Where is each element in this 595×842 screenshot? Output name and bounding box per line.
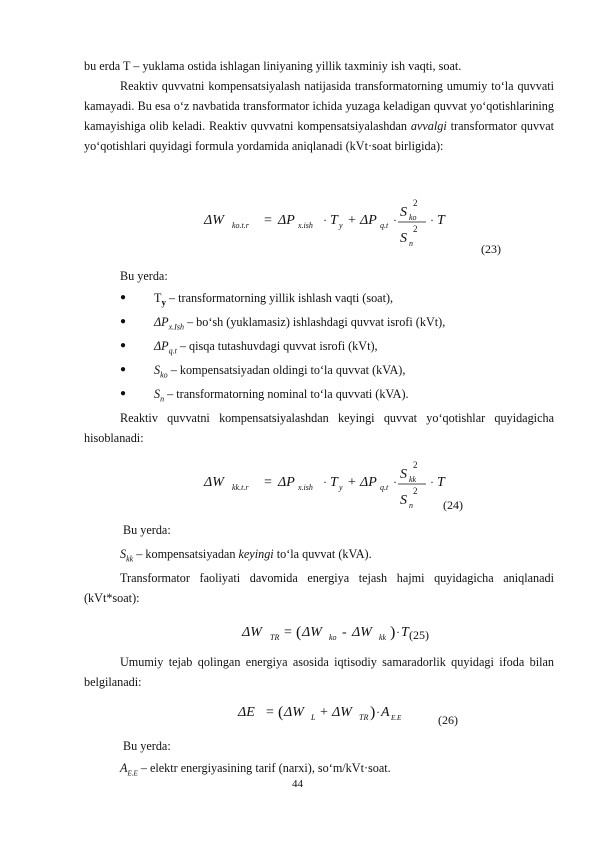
svg-text:ΔW: ΔW [302,625,322,640]
svg-text:+: + [320,705,328,720]
svg-text:E.E: E.E [391,714,402,722]
svg-text:S: S [400,467,407,482]
svg-text:q.t: q.t [380,483,389,492]
svg-text:A: A [381,705,390,720]
svg-text:ko: ko [329,633,337,642]
emphasis-avvalgi: avvalgi [410,119,447,133]
equation-number-25: (25) [409,628,429,642]
svg-text:ΔW: ΔW [242,625,262,640]
equation-26 [236,698,416,726]
paragraph-economic-efficiency: Umumiy tejab qolingan energiya asosida iqtisodiy samaradorlik quyidagi ifoda bilan belgilanadi: [84,655,554,689]
svg-text:ΔE: ΔE [238,705,255,720]
svg-text:ΔP: ΔP [278,475,295,490]
equation-25 [240,618,410,646]
bullet-dot: ● [120,364,127,375]
aee-definition: $A_{E.E}$ – elektr energiyasining tarif (narxi), so‘m/kVt·soat. [120,761,391,778]
svg-text:x.ish: x.ish [298,483,313,492]
svg-text:ko: ko [409,213,417,222]
svg-text:q.t: q.t [380,221,389,230]
svg-text:S: S [400,205,407,220]
svg-text:(: ( [278,704,284,721]
svg-text:kk: kk [379,633,387,642]
svg-text:ΔW: ΔW [352,625,372,640]
equation-24 [196,448,476,518]
svg-text:ΔP: ΔP [278,213,295,228]
svg-text:ΔW: ΔW [204,213,224,228]
document-page: bu erda T – yuklama ostida ishlagan liniyaning yillik taxminiy ish vaqti, soat. Reaktiv quvvatni kompensatsiyalash natijasida transformatorning umumiy to‘la quvvati kamayadi. Bu esa o‘z navbatida transformator ichida yuzaga keladigan quvvat yo‘qotishlarining kamayishiga olib keladi. Reaktiv quvvatni kompensatsiyalashdan avvalgi transformator quvvat yo‘qotishlari quyidagi formula yordamida aniqlanadi (kVt·soat birligida): ΔW ko.t.r = ΔP x.ish · T y + ΔP q.t · S ko 2 S n 2 · T (23) Bu yerda: ● $T_y$ – transformatorning yillik ishlash vaqti (soat), ● $\Delta P_{x.Ish}$ – bo‘sh (yuklamasiz) ishlashdagi quvvat isrofi (kVt), ● $\Delta P_{q.t}$ – qisqa tutashuvdagi quvvat isrofi (kVt), ● $S_{ko}$ – kompensatsiyadan oldingi to‘la quvvat (kVA), ● $S_n$ – transformatorning nominal to‘la quvvati (kVA). Reaktiv quvvatni kompensatsiyalashdan keyingi quvvat yo‘qotishlar quyidagicha hisoblanadi: ΔW kk.t.r = ΔP x.ish · T y + ΔP q.t · S kk 2 S n 2 · T (24) Bu yerda: $S_{kk}$ – kompensatsiyadan keyingi to‘la quvvat (kVA). Transformator faoliyati davomida energiya tejash hajmi quyidagicha aniqlanadi (kVt*soat): ΔW TR = ( ΔW ko - ΔW kk ) · T (25) Umumiy tejab qolingan energiya asosida iqtisodiy samaradorlik quyidagi ifoda bilan belgilanadi: ΔE = ( ΔW L + ΔW TR ) · A E.E (26) Bu yerda: $A_{E.E}$ – elektr energiyasining tarif (narxi), so‘m/kVt·soat. 44 [0,0,595,842]
svg-text:y: y [339,483,343,492]
svg-text:T: T [401,625,409,640]
svg-text:S: S [400,231,407,246]
svg-text:): ) [390,624,396,641]
paragraph-line-time: bu erda T – yuklama ostida ishlagan liniyaning yillik taxminiy ish vaqti, soat. [84,59,462,73]
equation-number-23: (23) [481,242,501,256]
svg-text:ΔP: ΔP [360,475,377,490]
svg-text:=: = [266,705,274,720]
bu-yerda-label-2: Bu yerda: [123,523,171,537]
svg-text:2: 2 [413,486,418,496]
bullet-dot: ● [120,292,127,303]
svg-text:+: + [348,213,356,228]
paragraph-energy-saving: Transformator faoliyati davomida energiya tejash hajmi quyidagicha aniqlanadi (kVt*soat): [84,571,554,605]
emphasis-keyingi: keyingi [238,547,274,561]
svg-text:kk: kk [409,475,417,484]
svg-text:·: · [376,705,380,719]
svg-text:·: · [393,213,397,227]
bullet-dot: ● [120,388,127,399]
svg-text:TR: TR [359,713,369,722]
svg-text:ΔW: ΔW [204,475,224,490]
svg-text:x.ish: x.ish [298,221,313,230]
bu-yerda-label-3: Bu yerda: [123,739,171,753]
paragraph-after-compensation: Reaktiv quvvatni kompensatsiyalashdan keyingi quvvat yo‘qotishlar quyidagicha hisoblanadi: [84,411,554,445]
svg-text:L: L [311,713,316,722]
svg-text:·: · [393,475,397,489]
svg-text:T: T [437,213,445,228]
svg-text:·: · [396,625,400,639]
skk-definition: $S_{kk}$ – kompensatsiyadan keyingi to‘la quvvat (kVA). [120,547,372,564]
svg-text:(: ( [296,624,302,641]
bullet-dot: ● [120,340,127,351]
svg-text:ko.t.r: ko.t.r [232,221,249,230]
svg-text:=: = [284,625,292,640]
svg-text:2: 2 [413,224,418,234]
svg-text:2: 2 [413,198,418,208]
svg-text:TR: TR [270,633,280,642]
equation-23 [196,180,476,258]
svg-text:-: - [342,625,347,640]
svg-text:n: n [409,501,413,510]
bu-yerda-label-1: Bu yerda: [120,269,168,283]
svg-text:y: y [339,221,343,230]
svg-text:S: S [400,493,407,508]
equation-number-24: (24) [443,498,463,512]
svg-text:T: T [330,475,338,490]
svg-text:ΔW: ΔW [284,705,304,720]
svg-text:·: · [430,475,434,489]
svg-text:·: · [323,475,327,489]
svg-text:ΔW: ΔW [332,705,352,720]
svg-text:=: = [264,213,272,228]
svg-text:T: T [330,213,338,228]
svg-text:=: = [264,475,272,490]
svg-text:n: n [409,239,413,248]
svg-text:2: 2 [413,460,418,470]
svg-text:+: + [348,475,356,490]
page-number: 44 [292,778,303,790]
bullet-dot: ● [120,316,127,327]
paragraph-compensation-intro: Reaktiv quvvatni kompensatsiyalash natijasida transformatorning umumiy to‘la quvvati kamayadi. Bu esa o‘z navbatida transformator ichida yuzaga keladigan quvvat yo‘qotishlarining kamayishiga olib keladi. Reaktiv quvvatni kompensatsiyalashdan avvalgi transformator quvvat yo‘qotishlari quyidagi formula yordamida aniqlanadi (kVt·soat birligida): [84,79,555,153]
svg-text:kk.t.r: kk.t.r [232,483,249,492]
svg-text:T: T [437,475,445,490]
svg-text:ΔP: ΔP [360,213,377,228]
equation-number-26: (26) [438,713,458,727]
svg-text:·: · [323,213,327,227]
svg-text:·: · [430,213,434,227]
svg-text:): ) [370,704,376,721]
